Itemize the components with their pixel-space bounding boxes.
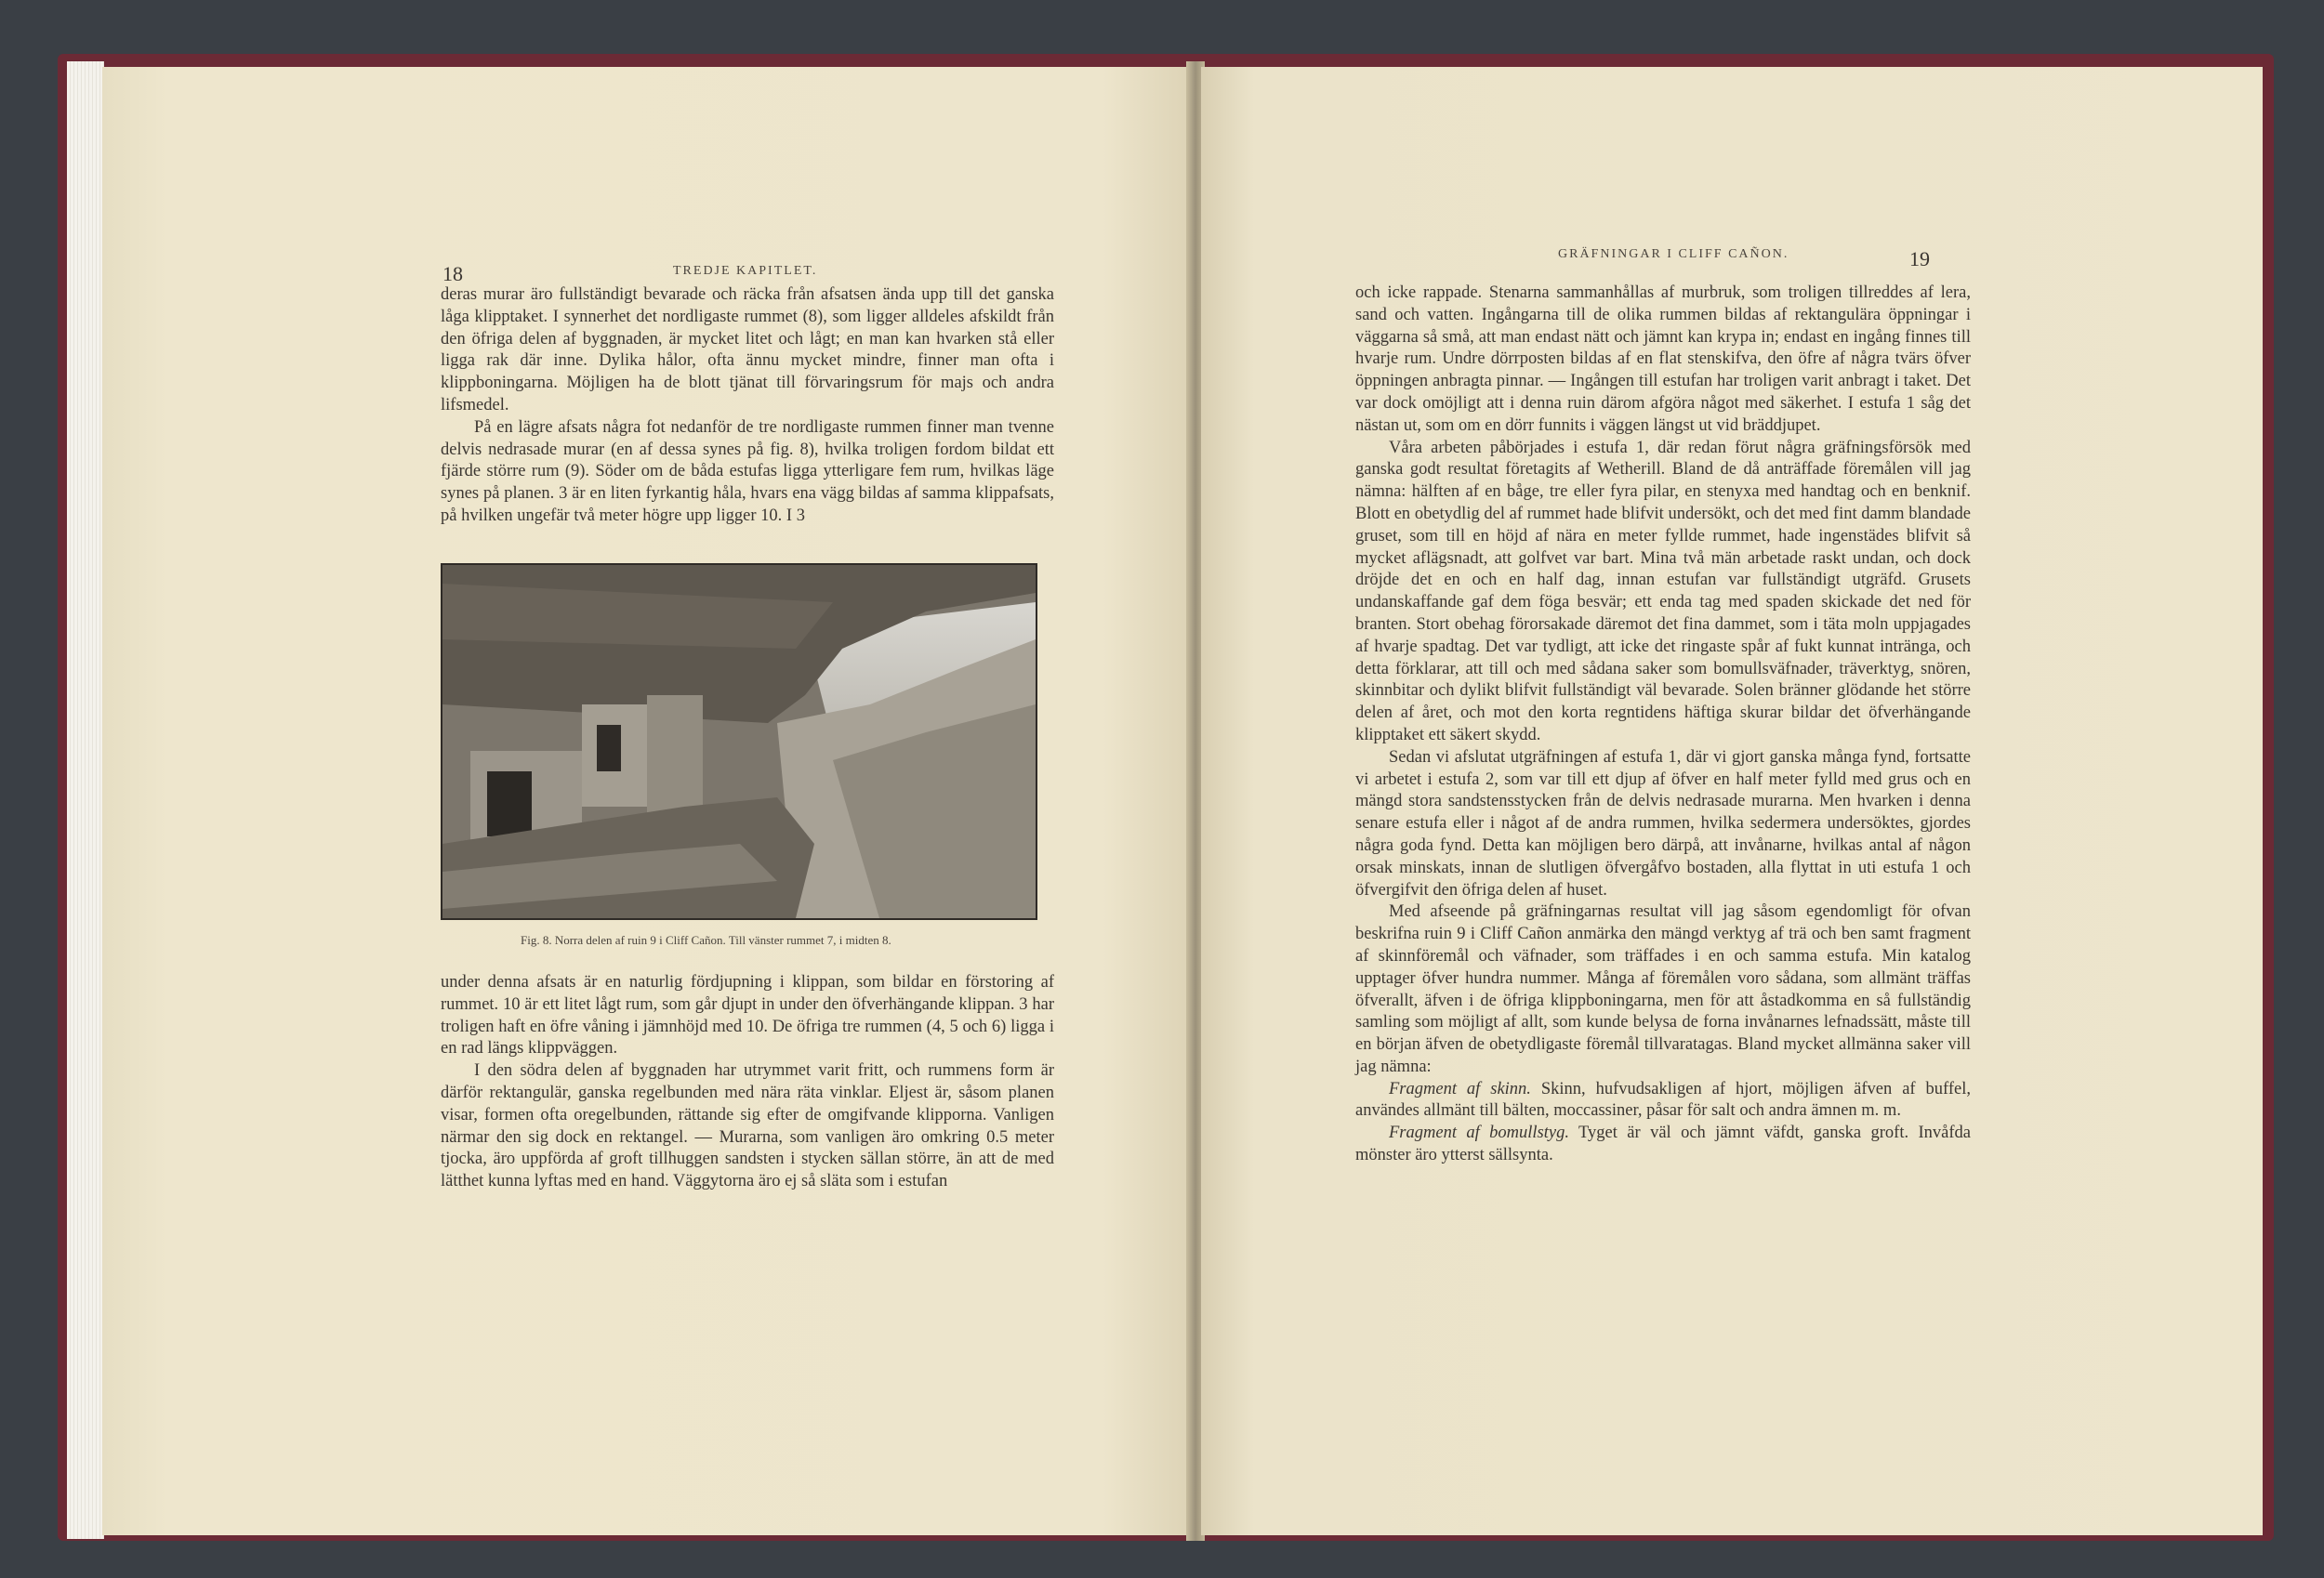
item-1-text: Skinn, hufvudsakligen af hjort, möjligen äfven af buffel, användes allmänt till bälten, moccassiner, påsar för salt och andra ämnen m. m. [1355, 1079, 1971, 1121]
right-text [1355, 283, 1971, 1167]
page-edges [67, 61, 104, 1539]
item-2-text: Tyget är väl och jämnt väfdt, ganska groft. Invåfda mönster äro ytterst sällsynta. [1355, 1124, 1972, 1165]
right-para-1: och icke rappade. Stenarna sammanhållas af murbruk, som troligen tillreddes af lera, sand och vatten. Ingångarna till de olika rummen bildas af rektangulära öppningar i väggarna så små, att man endast nätt och jämnt kan krypa in; endast en ingång finnes till hvarje rum. Undre dörrposten bildas af en flat stenskifva, den öfre af några tvärs öfver öppningen anbragta pinnar. — Ingången till estufan har troligen varit anbragt i taket. Det var dock omöjligt att i denna ruin därom afgöra något med säkerhet. I estufa 1 såg det nästan ut, som om en dörr funnits i väggen längst ut vid bräddjupet. [1355, 283, 1971, 435]
left-text-top [441, 284, 1054, 528]
right-page-number: 19 [1909, 247, 1930, 270]
right-para-2: Våra arbeten påbörjades i estufa 1, där redan förut några gräfningsförsök med ganska godt resultat företagits af Wetherill. Bland de då anträffade föremålen vill jag nämna: hälften af en båge, tre eller fyra pilar, en stenyxa med handtag och en benknif. Blott en obetydlig del af rummet hade blifvit undersökt, och det med fint damm blandade gruset, som till en höjd af nära en meter fyllde rummet, hade ingenstädes blifvit så mycket aflägsnadt, att golfvet var bart. Mina två män arbetade raskt undan, och dock dröjde det en och en half dag, innan estufan var fullständigt utgräfd. Grusets undanskaffande gaf dem föga besvär; ett enda tag med spaden skickade det ned för branten. Stort obehag förorsakade däremot det fina dammet, som i täta moln uppjagades af hvarje spadtag. Det var tydligt, att icke det ringaste spår af fukt kunnat intränga, och detta förklarar, att till och med sådana saker som bomullsväfnader, träverktyg, snören, skinnbitar och dylikt blifvit fullständigt väl bevarade. Solen bränner glödande het större delen af året, och mot den korta regntidens häftiga skurar bildar det öfverhängande klipptaket ett säkert skydd. [1355, 438, 1971, 744]
right-item-1 [1355, 1079, 1971, 1124]
cliff-dwelling-photo [442, 565, 1036, 918]
left-page-number: 18 [442, 262, 463, 285]
left-para-2: På en lägre afsats några fot nedanför de tre nordligaste rummen finner man tvenne delvis nedrasade murar (en af dessa synes på fig. 8), hvilka troligen fordom bildat ett fjärde större rum (9). Söder om de båda estufas ligga ytterligare fem rum, hvilkas läge synes på planen. 3 är en liten fyrkantig håla, hvars ena vägg bildas af samma klippafsats, på hvilken ungefär två meter högre upp ligger 10. I 3 [441, 417, 1054, 525]
left-para-3: under denna afsats är en naturlig fördjupning i klippan, som bildar en förstoring af rummet. 10 är ett litet lågt rum, som går djupt in under den öfverhängande klippan. 3 har troligen haft en öfre våning i jämnhöjd med 10. De öfriga tre rummen (4, 5 och 6) ligga i en rad längs klippväggen. [441, 973, 1054, 1059]
left-para-4: I den södra delen af byggnaden har utrymmet varit fritt, och rummens form är därför rektangulär, ganska regelbunden med nära räta vinklar. Eljest är, såsom planen visar, formen ofta oregelbunden, rättande sig efter de omgifvande klipporna. Vanligen närmar den sig dock en rektangel. — Murarna, som vanligen äro omkring 0.5 meter tjocka, äro uppförda af groft tillhuggen sandsten i stycken sällan större, än att de med lätthet kunna lyftas med en hand. Väggytorna äro ej så släta som i estufan [441, 1061, 1054, 1191]
right-item-2 [1355, 1123, 1971, 1167]
left-text-bottom [441, 972, 1054, 1193]
figure-8-photo [441, 563, 1037, 920]
left-running-head: TREDJE KAPITLET. [673, 264, 818, 278]
right-para-3: Sedan vi afslutat utgräfningen af estufa 1, där vi gjort ganska många fynd, fortsatte vi arbetet i estufa 2, som var till ett djup af öfver en half meter fylld med grus och en mängd stora sandstensstycken från de delvis nedrasade murarna. Men hvarken i denna senare estufa eller i något af de andra rummen, hvilka sedermera undersöktes, gjordes några goda fynd. Detta kan möjligen bero därpå, att invånarne, hvilkas antal af någon orsak minskats, innan de slutligen öfvergåfvo bostaden, alla flyttat in uti estufa 1 och öfvergifvit den öfriga delen af huset. [1355, 747, 1971, 900]
figure-caption: Fig. 8. Norra delen af ruin 9 i Cliff Cañon. Till vänster rummet 7, i midten 8. [521, 933, 891, 947]
item-2-label: Fragment af bomullstyg. [1389, 1124, 1569, 1143]
right-para-4: Med afseende på gräfningarnas resultat vill jag såsom egendomligt för ofvan beskrifna ruin 9 i Cliff Cañon anmärka den mängd verktyg af trä och ben samt fragment af skinnföremål och väfnader, som träffades i en och samma estufa. Min katalog upptager öfver hundra nummer. Många af föremålen voro sådana, som allmänt träffas öfverallt, äfven i de öfriga klippboningarna, men för att åstadkomma en så fullständig samling som möjligt af allt, som kunde belysa de forna invånarnes lefnadssätt, måste till en början äfven de obetydligaste föremål tillvaratagas. Bland mycket allmänna saker vill jag nämna: [1355, 902, 1971, 1076]
left-para-1: deras murar äro fullständigt bevarade och räcka från afsatsen ända upp till det ganska låga klipptaket. I synnerhet det nordligaste rummet (8), som ligger alldeles afskildt från den öfriga delen af byggnaden, är mycket litet och lågt; en man kan hvarken stå eller ligga rak där inne. Dylika hålor, ofta ännu mycket mindre, finner man ofta i klippboningarna. Möjligen ha de blott tjänat till förvaringsrum för majs och andra lifsmedel. [441, 285, 1054, 414]
right-running-head: GRÄFNINGAR I CLIFF CAÑON. [1558, 247, 1789, 261]
item-1-label: Fragment af skinn. [1389, 1079, 1531, 1098]
